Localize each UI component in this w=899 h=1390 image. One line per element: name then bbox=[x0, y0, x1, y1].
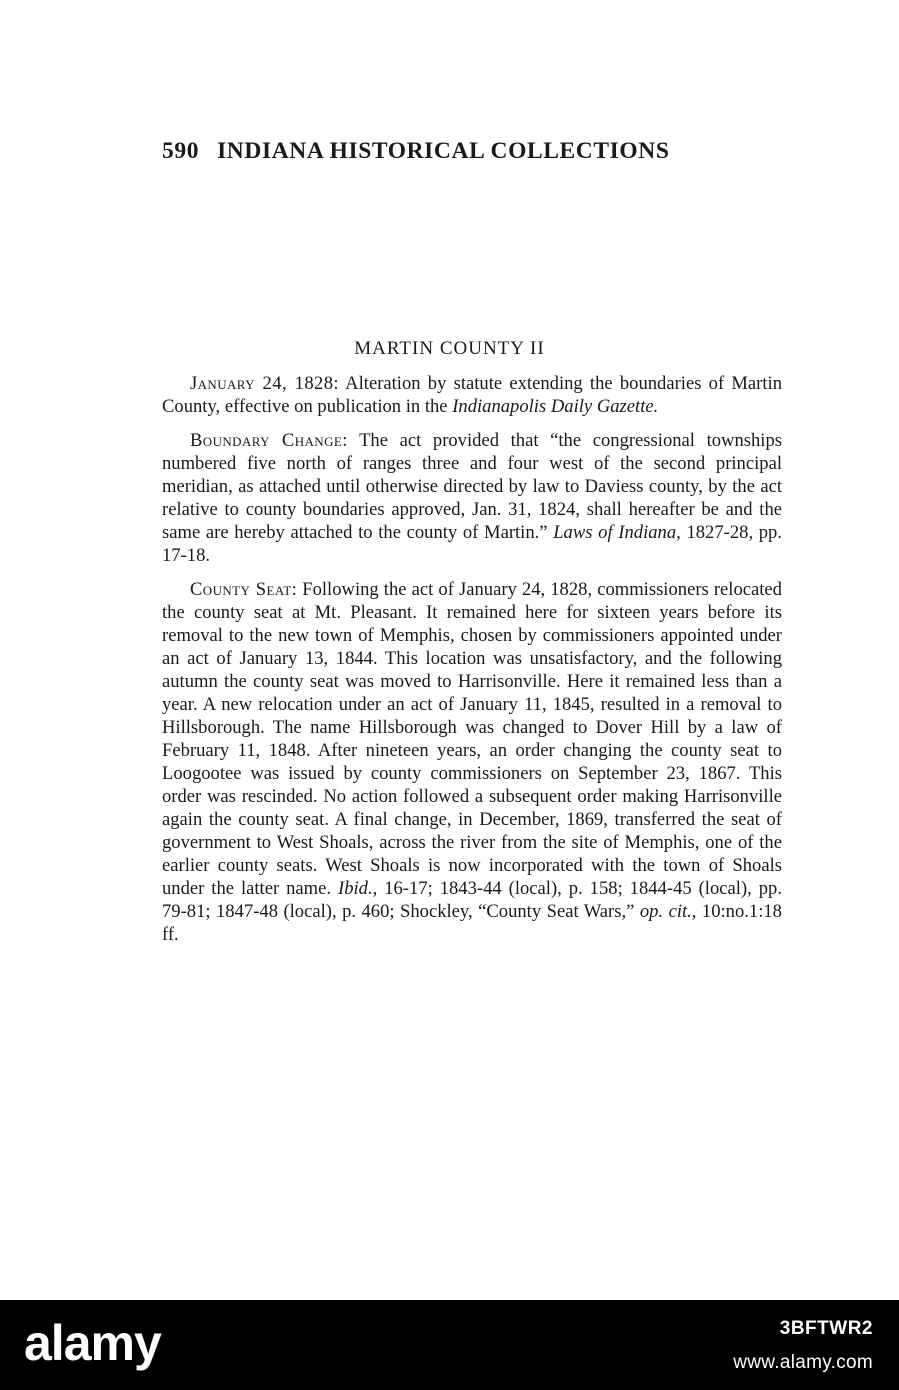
paragraph-text: Following the act of January 24, 1828, commissioners relocated the county seat at Mt. Pleasant. It remained here for sixteen years before its removal to the new town of Memphis, chosen by commissioners appointed under an act of January 13, 1844. This location was unsatisfactory, and the following autumn the county seat was moved to Harrisonville. Here it remained less than a year. A new relocation under an act of January 11, 1845, resulted in a removal to Hillsborough. The name Hillsborough was changed to Dover Hill by a law of February 11, 1848. After nineteen years, an order changing the county seat to Loogootee was issued by county commissioners on September 23, 1867. This order was rescinded. No action followed a subsequent order making Harrisonville again the county seat. A final change, in December, 1869, transferred the seat of government to West Shoals, across the river from the site of Memphis, one of the earlier county seats. West Shoals is now incorporated with the town of Shoals under the latter name. bbox=[162, 579, 782, 899]
running-title: INDIANA HISTORICAL COLLECTIONS bbox=[217, 138, 670, 164]
paragraph-text: 1827-28, pp. 17-18. bbox=[162, 522, 782, 566]
citation-italic: op. cit., bbox=[639, 901, 697, 922]
citation-italic: Laws of Indiana, bbox=[553, 522, 681, 543]
paragraph-boundary-change bbox=[162, 429, 782, 567]
body-text bbox=[162, 372, 782, 957]
watermark-bar bbox=[0, 1300, 899, 1390]
paragraph-text: Alteration by statute extending the boundaries of Martin County, effective on publication in the bbox=[162, 373, 782, 417]
citation-italic: Ibid., bbox=[338, 878, 378, 899]
paragraph-lead: January 24, 1828: bbox=[190, 373, 339, 394]
paragraph-text: 10:no.1:18 ff. bbox=[162, 901, 782, 945]
paragraph-text: The act provided that “the congressional townships numbered five north of ranges three and four west of the second principal meridian, as attached until otherwise directed by law to Daviess county, by the act relative to county boundaries approved, Jan. 31, 1824, shall hereafter be and the same are hereby attached to the county of Martin.” bbox=[162, 430, 783, 543]
citation-italic: Indianapolis Daily Gazette. bbox=[452, 396, 659, 417]
watermark-url: www.alamy.com bbox=[733, 1352, 873, 1373]
alamy-logo: alamy bbox=[24, 1315, 161, 1371]
paragraph-lead: Boundary Change: bbox=[190, 430, 348, 451]
paragraph-county-seat bbox=[162, 578, 782, 946]
section-title: MARTIN COUNTY II bbox=[354, 338, 545, 359]
image-id: 3BFTWR2 bbox=[779, 1318, 873, 1339]
paragraph-text: 16-17; 1843-44 (local), p. 158; 1844-45 (local), pp. 79-81; 1847-48 (local), p. 460; Shockley, “County Seat Wars,” bbox=[162, 878, 782, 922]
page-number: 590 bbox=[162, 138, 200, 164]
running-header bbox=[162, 138, 782, 165]
paragraph-date bbox=[162, 372, 782, 418]
paragraph-lead: County Seat: bbox=[190, 579, 298, 600]
